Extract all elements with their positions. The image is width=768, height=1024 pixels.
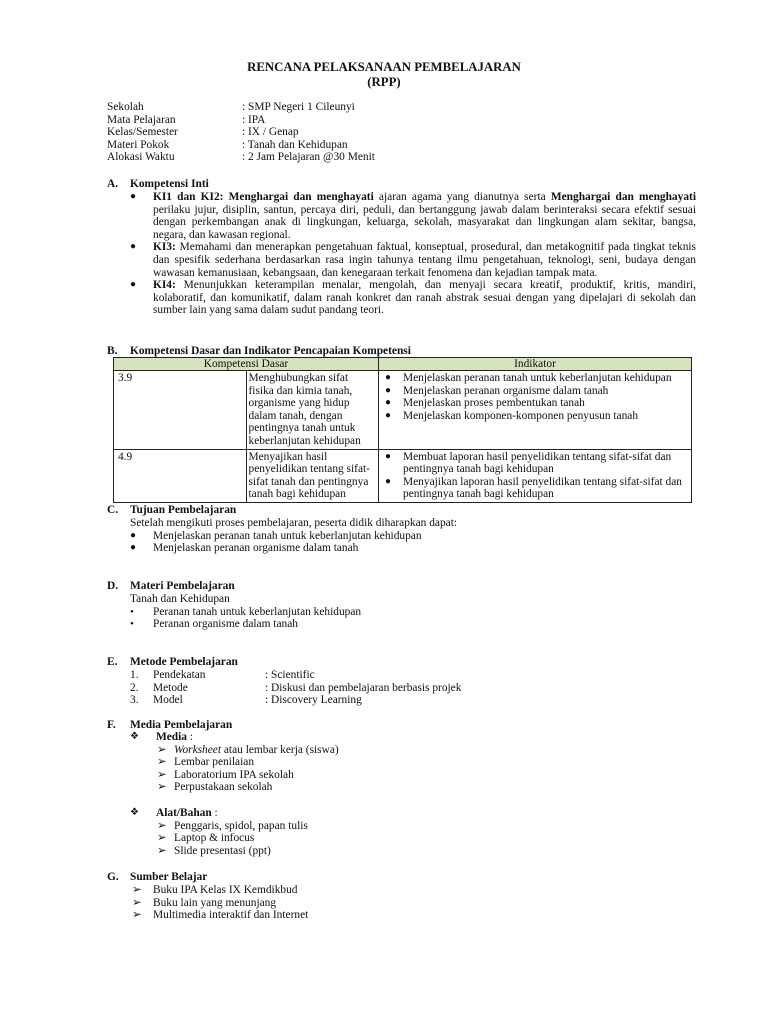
identity-row	[107, 139, 507, 152]
section-f-heading	[107, 719, 232, 732]
section-title: Materi Pembelajaran	[130, 580, 235, 592]
bullet-icon: ●	[130, 279, 137, 291]
identity-value: : 2 Jam Pelajaran @30 Menit	[242, 151, 375, 164]
identity-row	[107, 126, 507, 139]
ki-label: KI4:	[153, 279, 176, 292]
ki-text: ajaran agama yang dianutnya serta	[373, 191, 551, 203]
list-item-text: Penggaris, spidol, papan tulis	[174, 819, 308, 832]
sumber-list	[132, 884, 632, 922]
alat-colon: :	[211, 806, 218, 819]
arrow-bullet-icon: ➢	[157, 844, 167, 857]
kd-description: Menyajikan hasil penyelidikan tentang sifat-sifat tanah dan pentingnya tanah bagi kehidupan	[246, 449, 379, 502]
identity-label: Sekolah	[107, 101, 144, 113]
ki3-item	[130, 241, 696, 279]
identity-label: Mata Pelajaran	[107, 113, 176, 126]
section-g-heading	[107, 871, 207, 884]
arrow-bullet-icon: ➢	[132, 896, 142, 909]
kd-number: 3.9	[114, 371, 247, 450]
list-item	[157, 744, 630, 757]
item-number: 2.	[130, 681, 139, 694]
arrow-bullet-icon: ➢	[132, 884, 142, 896]
dot-bullet-icon: •	[130, 618, 134, 631]
section-letter: G.	[107, 871, 119, 883]
section-letter: D.	[107, 580, 119, 592]
arrow-bullet-icon: ➢	[157, 819, 167, 832]
header-indikator: Indikator	[379, 358, 692, 371]
list-item	[157, 820, 630, 833]
worksheet-term: Worksheet	[174, 743, 222, 756]
bullet-icon: ●	[130, 191, 137, 202]
list-item	[130, 669, 530, 682]
identity-row	[107, 101, 507, 114]
indicator-item	[381, 476, 689, 501]
section-e-heading	[107, 656, 238, 669]
indicator-text: Membuat laporan hasil penyelidikan tentang sifat-sifat dan pentingnya tanah bagi kehidupan	[403, 450, 672, 476]
bullet-icon: ●	[385, 372, 392, 383]
bullet-icon: ●	[385, 450, 392, 462]
ki-emphasis: Menghargai dan menghayati	[550, 191, 696, 203]
item-number: 1.	[130, 669, 139, 681]
list-item	[130, 618, 690, 631]
list-item	[157, 781, 630, 794]
indicator-item	[381, 372, 689, 385]
kd-number: 4.9	[114, 449, 247, 502]
list-item-text: Laboratorium IPA sekolah	[174, 768, 294, 781]
section-title: Media Pembelajaran	[130, 719, 233, 731]
ki1-ki2-item	[130, 191, 696, 241]
list-item-text: Buku IPA Kelas IX Kemdikbud	[153, 884, 298, 896]
ki4-item	[130, 279, 696, 317]
indicator-text: Menjelaskan proses pembentukan tanah	[403, 397, 585, 410]
section-b-heading	[107, 345, 411, 358]
bullet-icon: ●	[385, 397, 392, 409]
arrow-bullet-icon: ➢	[132, 909, 142, 922]
identity-row	[107, 151, 507, 164]
list-item-text: Peranan organisme dalam tanah	[153, 618, 298, 631]
identity-label: Kelas/Semester	[107, 126, 178, 139]
indicator-item	[381, 410, 689, 423]
arrow-bullet-icon: ➢	[157, 832, 167, 845]
table-row	[114, 449, 692, 502]
bullet-icon: ●	[385, 475, 392, 487]
identity-value: : Tanah dan Kehidupan	[242, 138, 348, 151]
identity-table	[107, 101, 507, 164]
item-label: Model	[153, 694, 183, 707]
section-title: Sumber Belajar	[130, 871, 208, 883]
ki-emphasis: Menghargai dan menghayati	[228, 191, 374, 203]
indicator-text: Menyajikan laporan hasil penyelidikan tentang sifat-sifat dan pentingnya tanah bagi kehidupan	[403, 475, 682, 501]
bullet-icon: ●	[130, 529, 137, 541]
section-letter: F.	[107, 719, 116, 731]
identity-value: : IX / Genap	[242, 126, 299, 139]
indicator-item	[381, 385, 689, 398]
materi-intro: Tanah dan Kehidupan	[130, 593, 230, 605]
list-item-text: Menjelaskan peranan tanah untuk keberlanjutan kehidupan	[153, 529, 422, 542]
tujuan-list	[130, 517, 690, 555]
section-a-heading	[107, 178, 209, 191]
indicator-text: Menjelaskan komponen-komponen penyusun tanah	[403, 409, 639, 422]
item-number: 3.	[130, 694, 139, 707]
item-value: : Discovery Learning	[265, 694, 362, 707]
ki-text: Memahami dan menerapkan pengetahuan faktual, konseptual, prosedural, dan metakognitif pada tingkat teknis dan spesifik sederhana berdasarkan rasa ingin tahunya tentang ilmu pengetahuan, teknologi, seni, budaya dengan wawasan kemanusiaan, kebangsaan, dan kenegaraan terkait fenomena dan kejadian tampak mata.	[153, 241, 696, 279]
diamond-bullet-icon: ❖	[130, 731, 139, 742]
item-label: Metode	[153, 681, 188, 694]
item-label: Pendekatan	[153, 669, 206, 681]
indicator-cell	[379, 449, 692, 502]
media-list	[130, 731, 630, 857]
arrow-bullet-icon: ➢	[157, 756, 167, 769]
kd-description: Menghubungkan sifat fisika dan kimia tanah, organisme yang hidup dalam tanah, dengan pentingnya tanah untuk keberlanjutan kehidupan	[246, 371, 379, 450]
media-label: Media	[156, 731, 188, 743]
list-item-text: Menjelaskan peranan organisme dalam tanah	[153, 542, 359, 555]
list-item-text: Multimedia interaktif dan Internet	[153, 909, 309, 922]
section-title: Kompetensi Inti	[130, 178, 209, 190]
list-item	[130, 694, 530, 707]
list-item	[157, 756, 630, 769]
list-item-text: Peranan tanah untuk keberlanjutan kehidupan	[153, 605, 362, 618]
section-c-heading	[107, 504, 236, 517]
metode-list	[130, 669, 530, 707]
arrow-bullet-icon: ➢	[157, 768, 167, 781]
item-value: : Scientific	[265, 669, 315, 681]
identity-label: Materi Pokok	[107, 138, 170, 151]
document-subtitle: (RPP)	[367, 75, 401, 89]
section-letter: A.	[107, 178, 119, 190]
alat-items	[130, 820, 630, 858]
item-value: : Diskusi dan pembelajaran berbasis projek	[265, 681, 462, 694]
section-letter: E.	[107, 656, 118, 668]
ki-text: Menunjukkan keterampilan menalar, mengolah, dan menyaji secara kreatif, produktif, kritis, mandiri, kolaboratif, dan komunikatif, dalam ranah konkret dan ranah abstrak sesuai dengan yang dipelajari di sekolah dan sumber lain yang sama dalam sudut pandang teori.	[153, 279, 696, 317]
list-item	[130, 682, 530, 695]
table-row	[114, 371, 692, 450]
section-title: Kompetensi Dasar dan Indikator Pencapaian Kompetensi	[130, 345, 411, 357]
bullet-icon: ●	[130, 542, 137, 554]
kd-indicator-table	[113, 357, 692, 503]
indicator-item	[381, 397, 689, 410]
arrow-bullet-icon: ➢	[157, 781, 167, 794]
identity-label: Alokasi Waktu	[107, 151, 175, 164]
identity-value: : SMP Negeri 1 Cileunyi	[242, 101, 355, 113]
section-letter: B.	[107, 345, 118, 357]
list-item	[132, 897, 632, 910]
media-heading	[130, 731, 630, 744]
ki-label: KI3:	[153, 241, 176, 254]
list-item-text: atau lembar kerja (siswa)	[221, 743, 339, 756]
ki-label: KI1 dan KI2:	[153, 191, 224, 203]
list-item	[130, 606, 690, 619]
materi-list	[130, 593, 690, 631]
indicator-text: Menjelaskan peranan tanah untuk keberlanjutan kehidupan	[403, 372, 672, 384]
section-title: Metode Pembelajaran	[130, 656, 238, 668]
identity-row	[107, 114, 507, 127]
dot-bullet-icon: •	[130, 605, 134, 618]
bullet-icon: ●	[130, 241, 137, 253]
list-item-text: Lembar penilaian	[174, 756, 255, 769]
document-title: RENCANA PELAKSANAAN PEMBELAJARAN	[247, 60, 521, 74]
list-item-text: Buku lain yang menunjang	[153, 896, 277, 909]
media-items	[130, 744, 630, 794]
kompetensi-inti-list	[130, 191, 696, 317]
tujuan-intro: Setelah mengikuti proses pembelajaran, peserta didik diharapkan dapat:	[130, 517, 458, 529]
table-header-row	[114, 358, 692, 371]
media-colon: :	[187, 731, 194, 743]
list-item	[132, 884, 632, 897]
alat-label: Alat/Bahan	[156, 806, 212, 819]
list-item	[130, 542, 690, 555]
list-item	[157, 769, 630, 782]
section-title: Tujuan Pembelajaran	[130, 504, 237, 516]
bullet-icon: ●	[385, 409, 392, 421]
section-d-heading	[107, 580, 235, 593]
indicator-text: Menjelaskan peranan organisme dalam tanah	[403, 384, 609, 397]
indicator-item	[381, 451, 689, 476]
diamond-outline-bullet-icon: ❖	[130, 806, 139, 818]
bullet-icon: ●	[385, 384, 392, 396]
header-kompetensi-dasar: Kompetensi Dasar	[114, 358, 379, 371]
list-item	[132, 909, 632, 922]
list-item	[130, 530, 690, 543]
list-item	[157, 845, 630, 858]
ki-text: perilaku jujur, disiplin, santun, percaya diri, peduli, dan bertanggung jawab dalam berinteraksi secara efektif sesuai dengan perkembangan anak di lingkungan, keluarga, sekolah, masyarakat dan lingkungan alam sekitar, bangsa, negara, dan kawasan regional.	[153, 203, 696, 241]
arrow-bullet-icon: ➢	[157, 743, 167, 756]
identity-value: : IPA	[242, 113, 266, 126]
list-item-text: Slide presentasi (ppt)	[174, 844, 271, 857]
indicator-cell	[379, 371, 692, 450]
section-letter: C.	[107, 504, 119, 516]
list-item	[157, 832, 630, 845]
alat-heading	[130, 807, 630, 820]
list-item-text: Perpustakaan sekolah	[174, 781, 273, 794]
list-item-text: Laptop & infocus	[174, 832, 255, 845]
